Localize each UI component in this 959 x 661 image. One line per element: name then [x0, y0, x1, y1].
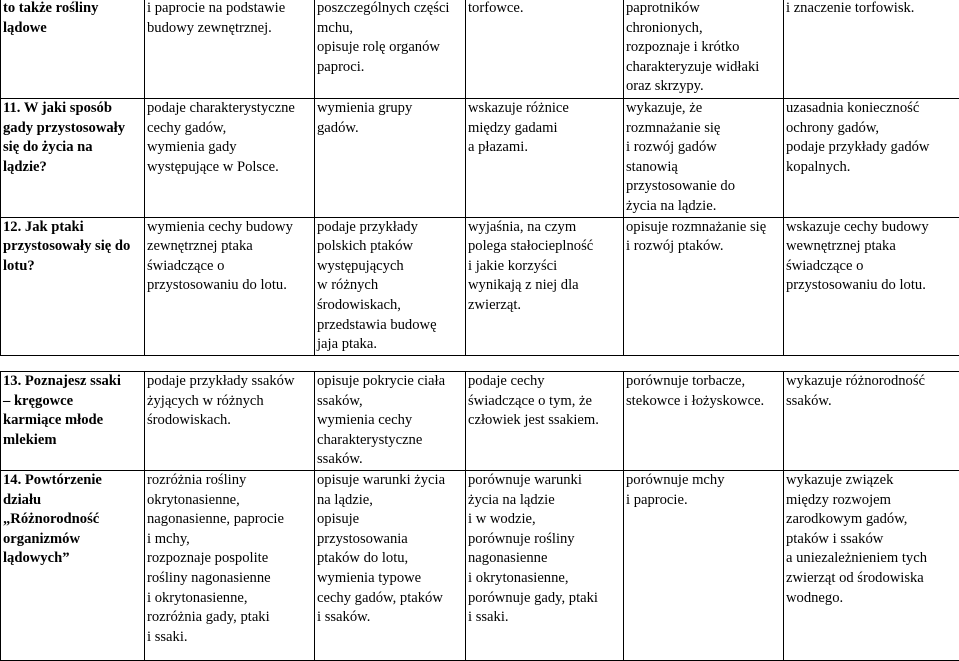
grade-cell: porównuje torbacze, stekowce i łożyskowce. — [624, 372, 784, 471]
grade-cell: wskazuje różnice między gadami a płazami. — [466, 99, 624, 218]
grade-cell: rozróżnia rośliny okrytonasienne, nagonasienne, paprocie i mchy, rozpoznaje pospolite rośliny nagonasienne i okrytonasienne, rozróżnia gady, ptaki i ssaki. — [145, 470, 315, 660]
topic-cell: to także rośliny lądowe — [1, 0, 145, 99]
table-row — [1, 0, 959, 99]
grade-cell: wymienia grupy gadów. — [315, 99, 466, 218]
grade-cell: i paprocie na podstawie budowy zewnętrznej. — [145, 0, 315, 99]
grade-cell: podaje charakterystyczne cechy gadów, wymienia gady występujące w Polsce. — [145, 99, 315, 218]
topic-cell: 11. W jaki sposób gady przystosowały się do życia na lądzie? — [1, 99, 145, 218]
grade-cell: porównuje mchy i paprocie. — [624, 470, 784, 660]
table-row — [1, 99, 959, 218]
topic-cell: 12. Jak ptaki przystosowały się do lotu? — [1, 217, 145, 355]
grade-cell: poszczególnych części mchu, opisuje rolę organów paproci. — [315, 0, 466, 99]
grade-cell: paprotników chronionych, rozpoznaje i krótko charakteryzuje widłaki oraz skrzypy. — [624, 0, 784, 99]
grade-cell: podaje przykłady ssaków żyjących w różnych środowiskach. — [145, 372, 315, 471]
grade-cell: wykazuje różnorodność ssaków. — [784, 372, 959, 471]
grade-cell: porównuje warunki życia na lądzie i w wodzie, porównuje rośliny nagonasienne i okrytonasienne, porównuje gady, ptaki i ssaki. — [466, 470, 624, 660]
table-row — [1, 470, 959, 660]
grade-cell: wyjaśnia, na czym polega stałocieplność i jakie korzyści wynikają z niej dla zwierząt. — [466, 217, 624, 355]
table-row — [1, 217, 959, 355]
grade-cell: wykazuje związek między rozwojem zarodkowym gadów, ptaków i ssaków a uniezależnieniem tych zwierząt od środowiska wodnego. — [784, 470, 959, 660]
grade-cell: opisuje warunki życia na lądzie, opisuje przystosowania ptaków do lotu, wymienia typowe cechy gadów, ptaków i ssaków. — [315, 470, 466, 660]
table-row — [1, 372, 959, 471]
grade-cell: opisuje pokrycie ciała ssaków, wymienia cechy charakterystyczne ssaków. — [315, 372, 466, 471]
grade-cell: wymienia cechy budowy zewnętrznej ptaka świadczące o przystosowaniu do lotu. — [145, 217, 315, 355]
topic-cell: 13. Poznajesz ssaki – kręgowce karmiące młode mlekiem — [1, 372, 145, 471]
grade-cell: podaje przykłady polskich ptaków występujących w różnych środowiskach, przedstawia budowę jaja ptaka. — [315, 217, 466, 355]
grade-cell: podaje cechy świadczące o tym, że człowiek jest ssakiem. — [466, 372, 624, 471]
requirements-table-bottom — [0, 371, 959, 661]
grade-cell: opisuje rozmnażanie się i rozwój ptaków. — [624, 217, 784, 355]
grade-cell: wskazuje cechy budowy wewnętrznej ptaka świadczące o przystosowaniu do lotu. — [784, 217, 959, 355]
grade-cell: torfowce. — [466, 0, 624, 99]
grade-cell: wykazuje, że rozmnażanie się i rozwój gadów stanowią przystosowanie do życia na lądzie. — [624, 99, 784, 218]
grade-cell: uzasadnia konieczność ochrony gadów, podaje przykłady gadów kopalnych. — [784, 99, 959, 218]
topic-cell: 14. Powtórzenie działu „Różnorodność organizmów lądowych” — [1, 470, 145, 660]
grade-cell: i znaczenie torfowisk. — [784, 0, 959, 99]
